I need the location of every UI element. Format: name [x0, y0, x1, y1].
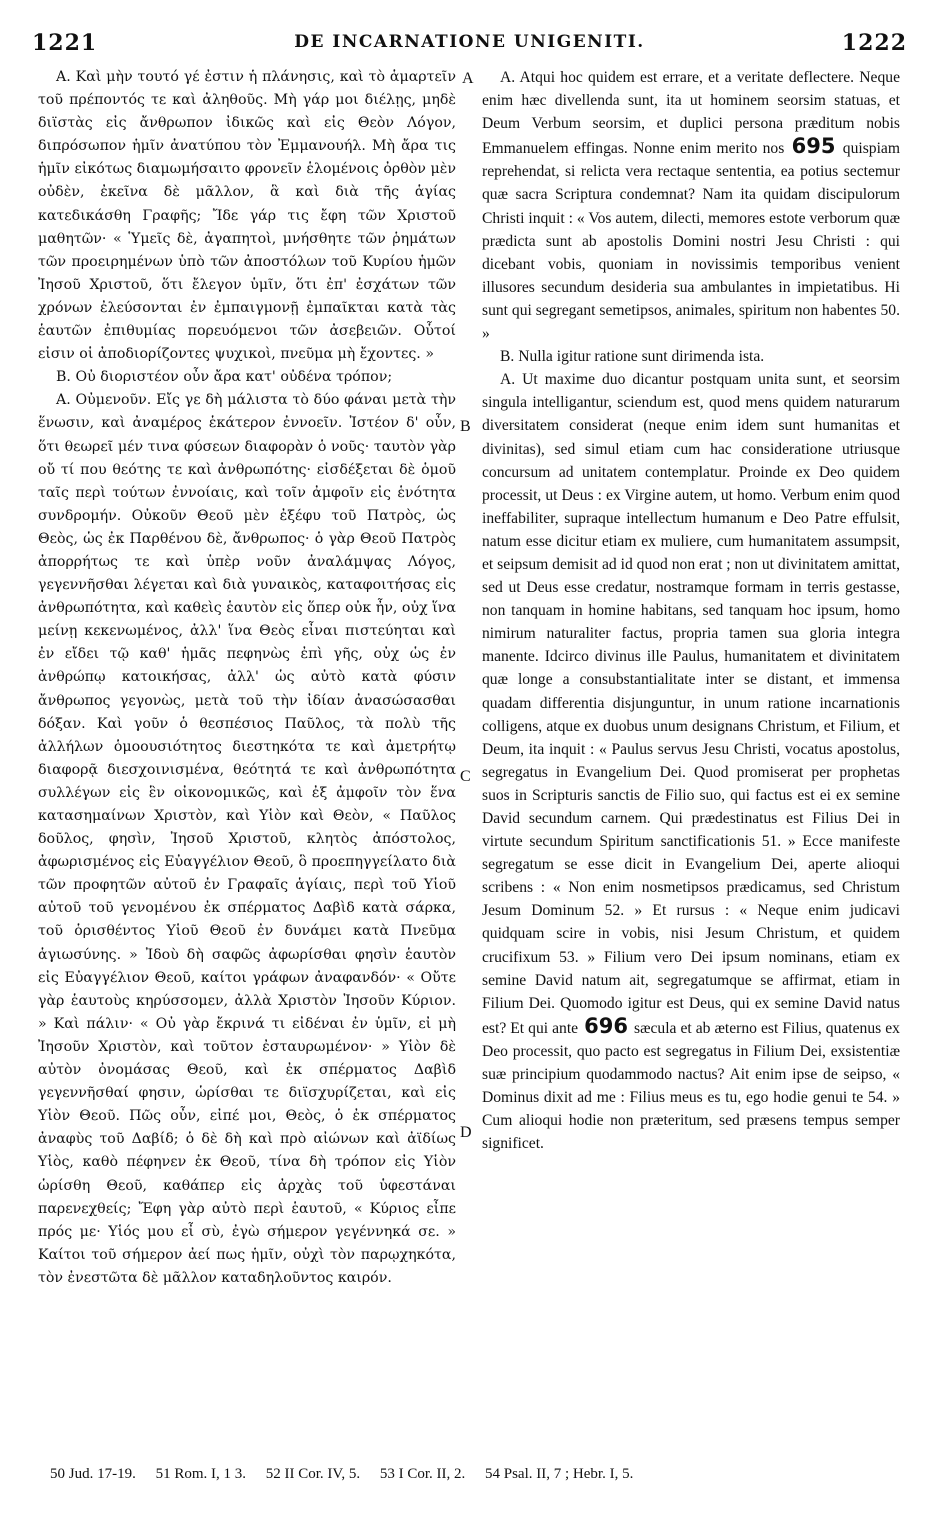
greek-paragraph-2: B. Οὐ διοριστέον οὖν ἄρα κατ' οὐδένα τρόπον; [56, 369, 393, 386]
margin-letter-a: A [462, 70, 474, 87]
margin-letter-c: C [460, 768, 471, 785]
greek-column [38, 66, 456, 1290]
latin-column [482, 66, 900, 1155]
greek-paragraph-3: A. Οὐμενοῦν. Εἴς γε δὴ μάλιστα τὸ δύο φάναι μετὰ τὴν ἕνωσιν, καὶ ἀναμέρος ἑκάτερον ἐννοεῖν. Ἰστέον δ' οὖν, ὅτι θεωρεῖ μέν τινα φύσεων διαφορὰν ὁ νοῦς· ταυτὸν γὰρ οὔ τί που θεότης τε καὶ ἀνθρωπότης· εἰσδέξεται δὲ ὁμοῦ ταῖς περὶ τούτων ἐννοίαις, καὶ τοῖν ἀμφοῖν εἰς ἑνότητα συνδρομήν. Οὐκοῦν Θεοῦ μὲν ἐξέφυ τοῦ Πατρὸς, ὡς Θεὸς, ὡς ἐκ Παρθένου δὲ, ἄνθρωπος· ὁ γὰρ Θεοῦ Πατρὸς ἀπορρήτως τε καὶ ὑπὲρ νοῦν ἀναλάμψας Λόγος, γεγεννῆσθαι λέγεται καὶ διὰ γυναικὸς, καταφοιτήσας εἰς ἀνθρωπότητα, καὶ καθεὶς ἑαυτὸν εἰς ὅπερ οὐκ ἦν, οὐχ ἵνα μείνῃ κεκενωμένος, ἀλλ' ἵνα Θεὸς εἶναι πιστεύηται καὶ ἐν εἴδει τῷ καθ' ἡμᾶς πεφηνὼς ἐπὶ γῆς, οὐχ ὡς ἐν ἀνθρώπῳ κατοικήσας, ἀλλ' ὡς αὐτὸ κατὰ φύσιν ἄνθρωπος γεγονὼς, μετὰ τοῦ τὴν ἰδίαν ἀνασώσασθαι δόξαν. Καὶ γοῦν ὁ θεσπέσιος Παῦλος, τὰ πολὺ τῆς ἀλλήλων ὁμοουσιότητος διεστηκότα τε καὶ ἀμετρήτῳ διαφορᾷ διεσχοινισμένα, θεότητά τε καὶ ἀνθρωπότητα συλλέγων εἰς ἓν οἰκονομικῶς, καὶ ἐξ ἀμφοῖν τὸν ἕνα κατασημαίνων Χριστὸν, καὶ Υἱὸν καὶ Θεὸν, « Παῦλος δοῦλος, φησὶν, Ἰησοῦ Χριστοῦ, κλητὸς ἀπόστολος, ἀφωρισμένος εἰς Εὐαγγέλιον Θεοῦ, ὃ προεπηγγείλατο διὰ τῶν προφητῶν αὐτοῦ ἐν Γραφαῖς ἁγίαις, περὶ τοῦ Υἱοῦ αὐτοῦ τοῦ γενομένου ἐκ σπέρματος Δαβὶδ κατὰ σάρκα, τοῦ ὁρισθέντος Υἱοῦ Θεοῦ ἐν δυνάμει κατὰ Πνεῦμα ἁγιωσύνης. » Ἰδοὺ δὴ σαφῶς ἀφωρίσθαι φησὶν ἑαυτὸν εἰς Εὐαγγέλιον Θεοῦ, καίτοι γράφων ἀναφανδόν· « Οὔτε γὰρ ἑαυτοὺς κηρύσσομεν, ἀλλὰ Χριστὸν Ἰησοῦν Κύριον. » Καὶ πάλιν· « Οὐ γὰρ ἔκρινά τι εἰδέναι ἐν ὑμῖν, εἰ μὴ Ἰησοῦν Χριστὸν, καὶ τοῦτον ἐσταυρωμένον· » Υἱὸν δὲ αὐτὸν ὀνομάσας Θεοῦ, καὶ ἐκ σπέρματος Δαβὶδ γεγεννῆσθαί φησιν, ὡρίσθαι τε διϊσχυρίζεται, καὶ εἰς Υἱὸν Θεοῦ. Πῶς οὖν, εἰπέ μοι, Θεὸς, ὁ ἐκ σπέρματος ἀναφὺς τοῦ Δαβίδ; ὁ δὲ δὴ καὶ πρὸ αἰώνων καὶ ἀϊδίως Υἱὸς, καθὸ πέφηνεν ἐκ Θεοῦ, τίνα δὴ τρόπον εἰς Υἱὸν ὡρίσθη Θεοῦ, καθάπερ εἰς ἀρχὰς τοῦ ὑφεστάναι παρενεχθείς; Ἔφη γὰρ αὐτὸ περὶ ἑαυτοῦ, « Κύριος εἶπε πρός με· Υἱός μου εἶ σὺ, ἐγὼ σήμερον γεγέννηκά σε. » Καίτοι τοῦ σήμερον ἀεί πως ἡμῖν, οὐχὶ τὸν παρῳχηκότα, τὸν ἐνεστῶτα δὲ μᾶλλον καταδηλοῦντος καιρόν. [38, 392, 456, 1286]
running-title: DE INCARNATIONE UNIGENITI. [294, 32, 645, 52]
footnote-53: 53 I Cor. II, 2. [379, 1466, 466, 1482]
latin-paragraph-1-part-a: A. Atqui hoc quidem est errare, et a veritate deflectere. Neque enim hæc divellenda sunt, ita ut hominem seorsim statuas, et Deum Verbum seorsim, et duplici persona præditum nobis Emmanuelem effingas. Nonne enim merito nos [482, 69, 900, 158]
latin-paragraph-2: B. Nulla igitur ratione sunt dirimenda ista. [500, 348, 765, 366]
latin-paragraph-1 [482, 66, 900, 345]
column-number-695: 695 [791, 134, 836, 159]
footnote-51: 51 Rom. I, 1 3. [155, 1466, 247, 1482]
latin-paragraph-3 [482, 368, 900, 1155]
latin-paragraph-3-part-a: A. Ut maxime duo dicantur postquam unita sunt, et seorsim singula intelligantur, sciendum est, quod mens quidem naturarum diversitatem considerat (neque enim idem sunt humanitas et divinitas), sed simul etiam cum hac consideratione utriusque concursum ad unitatem contemplatur. Proinde ex Deo quidem processit, ut Deus : ex Virgine autem, ut homo. Verbum enim quod ineffabiliter, supraque intellectum humanum e Deo Patre effulsit, natum esse dicitur etiam ex muliere, cum humanitatem assumpsit, et seipsum demisit ad id quod non erat ; non ut divinitatem amittat, sed ut Deus esse credatur, nostramque formam in terris gestasse, non tanquam in homine habitans, sed tanquam hoc ipsum, homo nimirum naturaliter factus, propria tamen sua gloria integra manente. Idcirco divinus ille Paulus, humanitatem et divinitatem quæ longe a consubstantialitate inter se distant, et immensa quadam differentia disjunguntur, in unum ratione incarnationis colligens, atque ex duobus unum designans Christum, et Filium, et Deum, ita inquit : « Paulus servus Jesu Christi, vocatus apostolus, segregatus in Evangelium Dei. Quod promiserat per prophetas suos in Scripturis sanctis de Filio suo, qui factus est ei ex semine David secundum carnem. Qui prædestinatus est Filius Dei in virtute secundum Spiritum sanctificationis 51. » Ecce manifeste segregatum se esse dicit in Evangelium Dei, aperte alioqui scribens : « Non enim nosmetipsos prædicamus, sed Christum Jesum Dominum 52. » Et rursus : « Neque enim judicavi quidquam scire in vobis, nisi Jesum Christum, et quidem crucifixum 53. » Filium vero Dei ipsum nominans, etiam ex semine David natum ait, segregatumque se affirmat, etiam in Filium Dei. Quomodo igitur est Deus, qui ex semine David natus est? Et qui ante [482, 371, 900, 1037]
margin-letter-d: D [460, 1124, 472, 1141]
latin-paragraph-3-part-b: sæcula et ab æterno est Filius, quatenus ex Deo processit, quo pacto est segregatus in Filium Dei, exsistentiæ suæ principium quodammodo nactus? Ait enim ipse de seipso, « Dominus dixit ad me : Filius meus es tu, ego hodie genui te 54. » Cum alioqui hodie non præteritum, sed præsens tempus semper significet. [482, 1019, 900, 1153]
column-number-696: 696 [584, 1013, 628, 1038]
footnote-50: 50 Jud. 17-19. [50, 1466, 136, 1482]
page-header [32, 30, 907, 60]
footnote-54: 54 Psal. II, 7 ; Hebr. I, 5. [485, 1466, 634, 1482]
footnote-52: 52 II Cor. IV, 5. [265, 1466, 361, 1482]
greek-paragraph-1: A. Καὶ μὴν τουτό γέ ἐστιν ἡ πλάνησις, καὶ τὸ ἁμαρτεῖν τοῦ πρέποντός τε καὶ ἀληθοῦς. Μὴ γάρ μοι διέλῃς, μηδὲ διϊστὰς εἰς ἄνθρωπον ἰδικῶς καὶ εἰς Θεὸν Λόγον, διπρόσωπον ἡμῖν ἀνατύπου τὸν Ἐμμανουήλ. Μὴ ἄρα τις ἡμῖν εἰκότως διαμωμήσαιτο φρονεῖν ἑλομένοις ὀρθὸν μὲν οὐδὲν, ἐκεῖνα δὲ μᾶλλον, ἃ καὶ διὰ τῆς ἁγίας κατεδικάσθη Γραφῆς; Ἴδε γάρ τις ἔφη τῶν Χριστοῦ μαθητῶν· « Ὑμεῖς δὲ, ἀγαπητοὶ, μνήσθητε τῶν ῥημάτων τῶν προειρημένων ὑπὸ τῶν ἀποστόλων τοῦ Κυρίου ἡμῶν Ἰησοῦ Χριστοῦ, ὅτι ἔλεγον ὑμῖν, ὅτι ἐπ' ἐσχάτων τῶν χρόνων ἐλεύσονται ἐν ἐμπαιγμονῇ ἐμπαῖκται κατὰ τὰς ἑαυτῶν ἐπιθυμίας πορευόμενοι τῶν ἀσεβειῶν. Οὗτοί εἰσιν οἱ ἀποδιορίζοντες ψυχικοὶ, πνεῦμα μὴ ἔχοντες. » [38, 69, 456, 363]
latin-paragraph-1-part-b: quispiam reprehendat, si relicta vera rectaque sententia, ea potius sectemur quæ sacra Scriptura condemnat? Nam ita quidam discipulorum Christi inquit : « Vos autem, dilecti, memores estote verborum quæ prædicta sunt ab apostolis Domini nostri Jesu Christi : qui dicebant vobis, quoniam in novissimis temporibus venient illusores secundum desideria sua ambulantes in impietatibus. Hi sunt qui segregant semetipsos, animales, spiritum non habentes 50. » [482, 140, 900, 343]
page-number-left: 1221 [32, 30, 98, 56]
margin-letter-b: B [460, 418, 471, 435]
footnotes [50, 1466, 891, 1483]
page-number-right: 1222 [841, 30, 907, 56]
